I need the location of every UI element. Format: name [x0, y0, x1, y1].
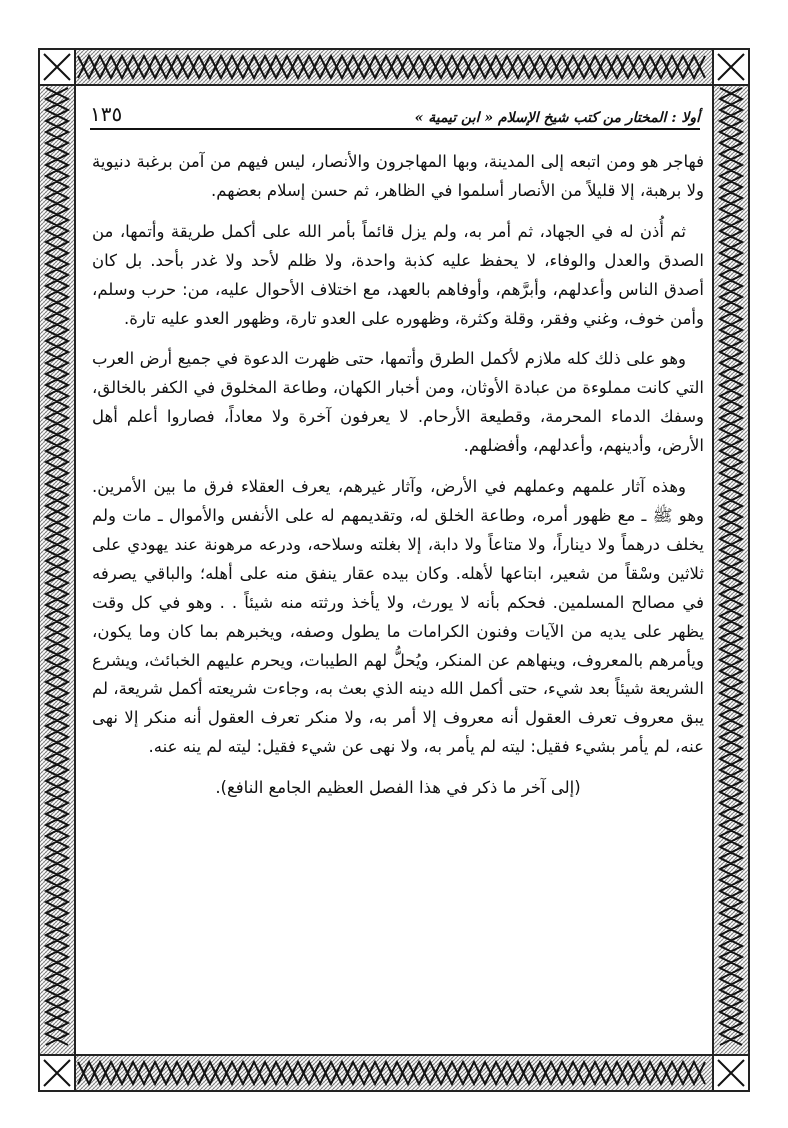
paragraph: ثم أُذن له في الجهاد، ثم أمر به، ولم يزل قائماً بأمر الله على أكمل طريقة وأتمها، من الصدق والعدل والوفاء، لا يحفظ عليه كذبة واحدة، ولا ظلم لأحد ولا غدر بأحد. بل كان أصدق الناس وأعدلهم، وأبرَّهم، وأوفاهم بالعهد، مع اختلاف الأحوال عليه، من: حرب وسلم، وأمن خوف، وغني وفقر، وقلة وكثرة، وظهوره على العدو تارة، وظهور العدو عليه تارة. [92, 221, 704, 328]
running-title: أولا : المختار من كتب شيخ الإسلام « ابن تيمية » [414, 110, 700, 126]
body-text [92, 148, 704, 815]
paragraph: وهذه آثار علمهم وعملهم في الأرض، وآثار غيرهم، يعرف العقلاء فرق ما بين الأمرين. وهو ﷺ ـ مع ظهور أمره، وطاعة الخلق له، وتقديمهم له على الأنفس والأموال ـ مات ولم يخلف درهماً ولا ديناراً، ولا متاعاً ولا دابة، إلا بغلته وسلاحه، ودرعه مرهونة عند يهودي على ثلاثين وسْقاً من شعير، ابتاعها لأهله. وكان بيده عقار ينفق منه على أهله؛ والباقي يصرفه في مصالح المسلمين. فحكم بأنه لا يورث، ولا يأخذ ورثته منه شيئاً . . وهو في كل وقت يظهر على يديه من الآيات وفنون الكرامات ما يطول وصفه، ويخبرهم بما كان وما يكون، ويأمرهم بالمعروف، وينهاهم عن المنكر، ويُحلُّ لهم الطيبات، ويحرم عليهم الخبائث، ويشرع الشريعة شيئاً بعد شيء، حتى أكمل الله دينه الذي بعث به، وجاءت شريعته أكمل شريعة، لم يبق معروف تعرف العقول أنه معروف إلا أمر به، ولا منكر تعرف العقول أنه منكر إلا نهى عنه، لم يأمر بشيء فقيل: ليته لم يأمر به، ولا نهى عن شيء فقيل: ليته لم ينه عنه. [92, 477, 704, 757]
closing-note: (إلى آخر ما ذكر في هذا الفصل العظيم الجامع النافع). [215, 778, 581, 798]
header-rule [90, 128, 700, 130]
page-number: ١٣٥ [90, 102, 123, 126]
page-header [90, 96, 700, 126]
paragraph: فهاجر هو ومن اتبعه إلى المدينة، وبها المهاجرون والأنصار، ليس فيهم من آمن برغبة دنيوية ولا برهبة، إلا قليلاً من الأنصار أسلموا في الظاهر، ثم حسن إسلام بعضهم. [92, 152, 704, 200]
paragraph: وهو على ذلك كله ملازم لأكمل الطرق وأتمها، حتى ظهرت الدعوة في جميع أرض العرب التي كانت مملوءة من عبادة الأوثان، ومن أخبار الكهان، وطاعة المخلوق في الكفر بالخالق، وسفك الدماء المحرمة، وقطيعة الأرحام. لا يعرفون آخرة ولا معاداً، فصاروا أعلم أهل الأرض، وأدينهم، وأعدلهم، وأفضلهم. [92, 349, 704, 456]
